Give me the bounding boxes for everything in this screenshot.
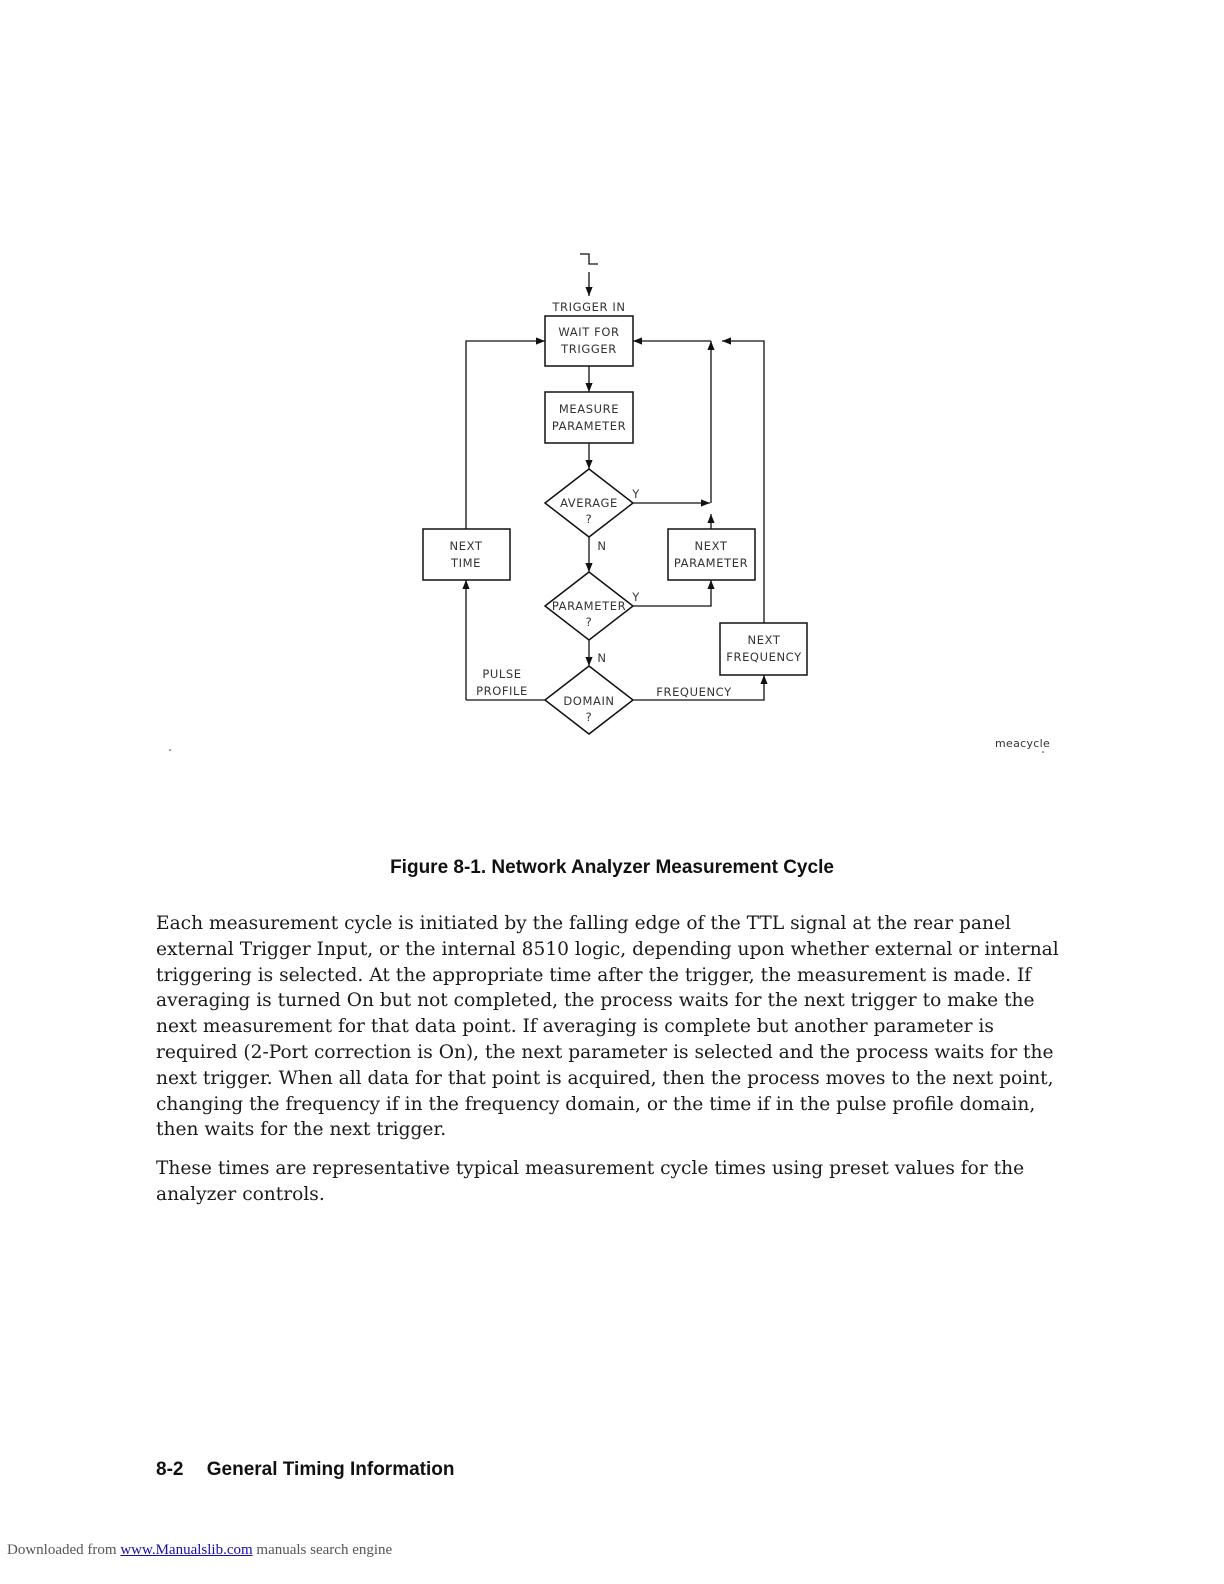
- average-yes-label: Y: [632, 487, 640, 501]
- next-frequency-line1: NEXT: [747, 633, 781, 647]
- registration-dot-left: [169, 749, 171, 751]
- body-paragraph-2: These times are representative typical measurement cycle times using preset values for the analyzer controls.: [156, 1158, 1025, 1205]
- wait-for-trigger-box: [545, 316, 633, 366]
- trigger-in-label: TRIGGER IN: [552, 300, 626, 314]
- domain-line1: DOMAIN: [563, 694, 615, 708]
- frequency-label: FREQUENCY: [656, 685, 732, 699]
- wait-for-trigger-line2: TRIGGER: [561, 342, 617, 356]
- parameter-no-label: N: [597, 651, 607, 665]
- parameter-yes-label: Y: [632, 590, 640, 604]
- body-paragraph-1: Each measurement cycle is initiated by the falling edge of the TTL signal at the rear panel external Trigger Input, or the internal 8510 logic, depending upon whether external or internal triggering is selected. At the appropriate time after the trigger, the measurement is made. If averaging is turned On but not completed, the process waits for the next trigger to make the next measurement for that data point. If averaging is complete but another parameter is required (2-Port correction is On), the next parameter is selected and the process waits for the next trigger. When all data for that point is acquired, then the process moves to the next point, changing the frequency if in the frequency domain, or the time if in the pulse profile domain, then waits for the next trigger.: [156, 913, 1059, 1141]
- next-frequency-line2: FREQUENCY: [726, 650, 802, 664]
- parameter-line1: PARAMETER: [551, 599, 627, 613]
- download-attribution: [7, 1542, 392, 1559]
- parameter-yes-arrow: [633, 580, 711, 606]
- next-parameter-box: [668, 529, 755, 580]
- pulse-profile-line2: PROFILE: [476, 684, 528, 698]
- page-number: 8-2: [156, 1459, 184, 1480]
- next-parameter-line1: NEXT: [694, 539, 728, 553]
- pulse-profile-line1: PULSE: [482, 667, 522, 681]
- next-time-line1: NEXT: [449, 539, 483, 553]
- next-parameter-line2: PARAMETER: [673, 556, 749, 570]
- wait-for-trigger-line1: WAIT FOR: [558, 325, 620, 339]
- manualslib-link[interactable]: www.Manualslib.com: [120, 1542, 253, 1558]
- figure-file-tag: meacycle: [995, 737, 1051, 750]
- average-line1: AVERAGE: [560, 496, 618, 510]
- measure-parameter-line1: MEASURE: [558, 402, 620, 416]
- figure-caption: Figure 8-1. Network Analyzer Measurement Cycle: [390, 857, 834, 878]
- next-time-box: [423, 529, 510, 580]
- next-time-line2: TIME: [450, 556, 482, 570]
- measure-parameter-box: [545, 392, 633, 443]
- next-frequency-box: [720, 623, 807, 675]
- page-footer: [156, 1459, 454, 1481]
- download-prefix: Downloaded from: [7, 1542, 117, 1558]
- measure-parameter-line2: PARAMETER: [551, 419, 627, 433]
- parameter-line2: ?: [585, 615, 593, 629]
- download-suffix: manuals search engine: [256, 1542, 393, 1558]
- average-no-label: N: [597, 539, 607, 553]
- domain-line2: ?: [585, 710, 593, 724]
- section-title: General Timing Information: [206, 1459, 455, 1480]
- next-time-return-arrow: [466, 341, 545, 529]
- falling-edge-symbol: [580, 254, 598, 264]
- registration-dot-right: [1042, 751, 1044, 753]
- average-line2: ?: [585, 512, 593, 526]
